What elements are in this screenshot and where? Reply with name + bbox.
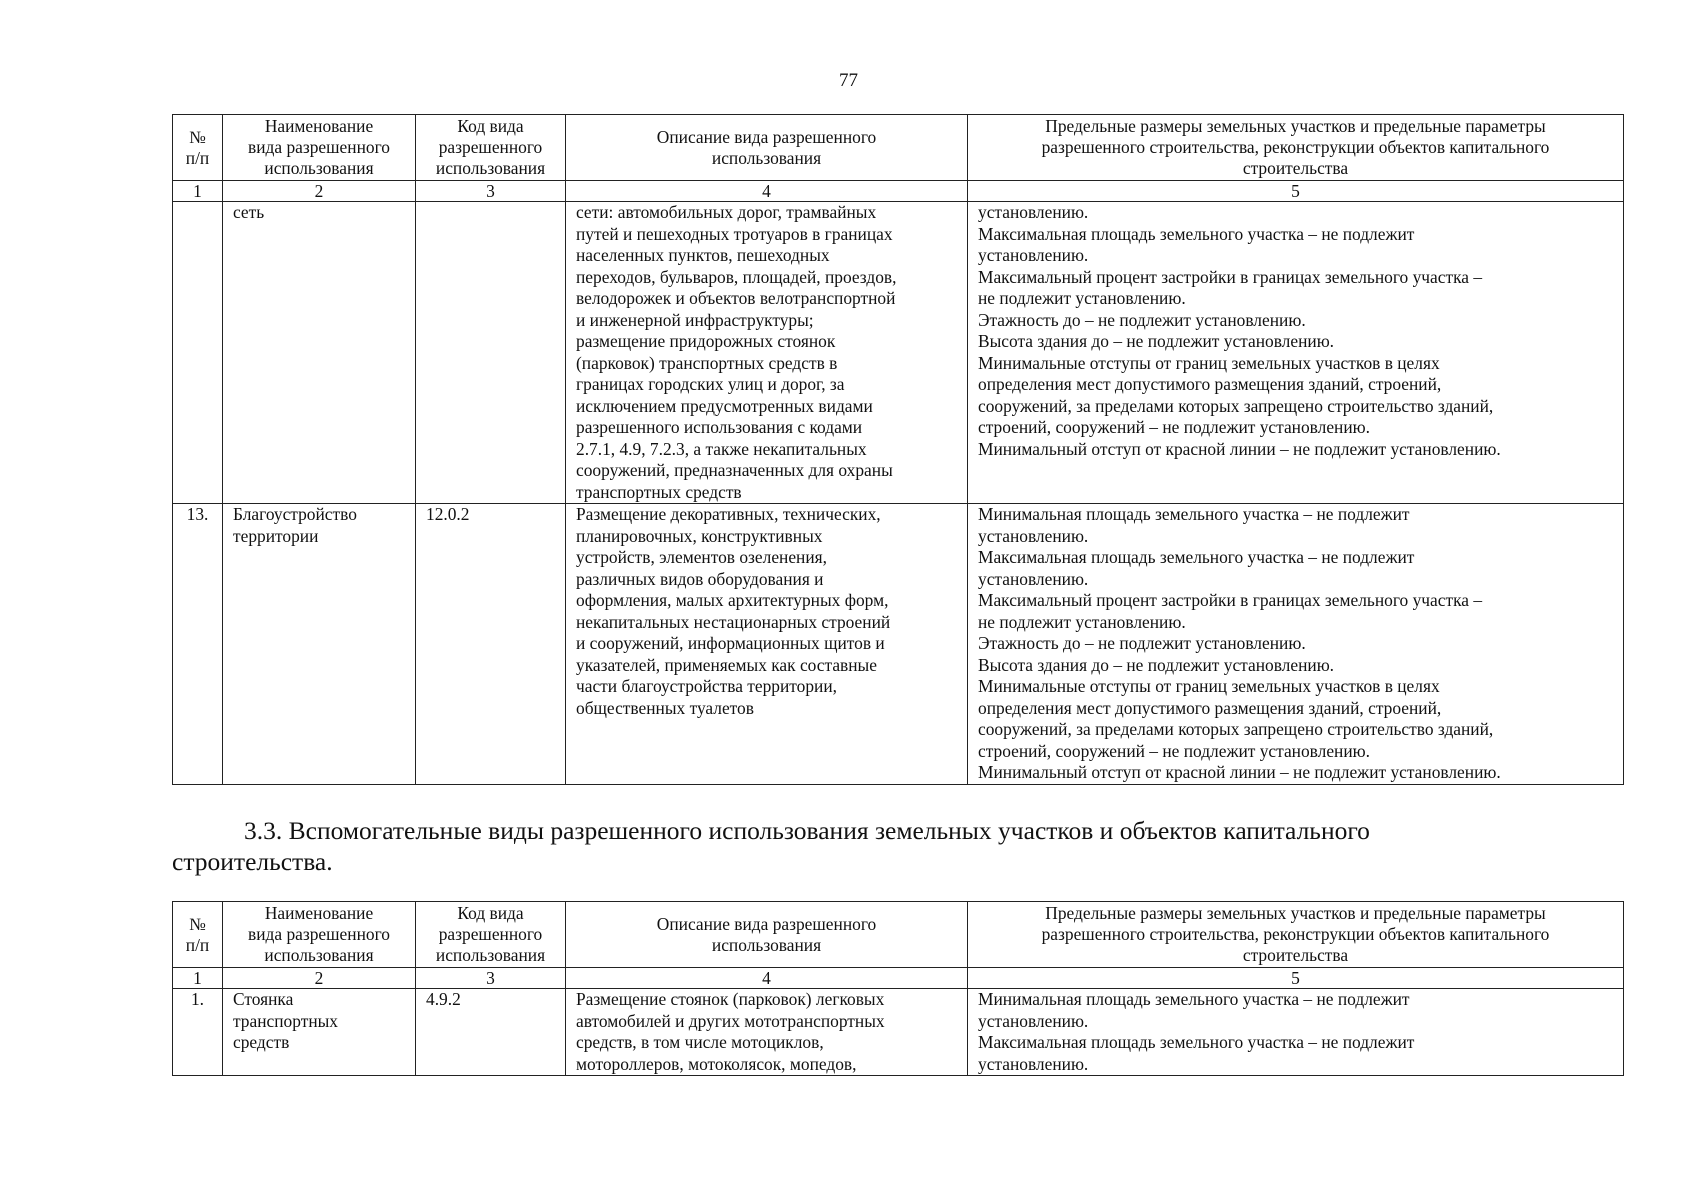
cell-text-line: (парковок) транспортных средств в — [576, 352, 838, 373]
row-use-description — [566, 989, 968, 1076]
header-use-code — [416, 902, 566, 968]
cell-text-line: сооружений, за пределами которых запрещено строительство зданий, — [978, 395, 1494, 416]
cell-text-line: строений, сооружений – не подлежит установлению. — [978, 740, 1370, 761]
table-row — [173, 202, 1624, 504]
cell-text-line: установлению. — [978, 568, 1089, 589]
land-use-table-main — [172, 114, 1624, 785]
row-use-description — [566, 504, 968, 785]
cell-text-line: Наименование — [264, 116, 374, 136]
cell-text-line: населенных пунктов, пешеходных — [576, 245, 830, 265]
row-use-code: 12.0.2 — [416, 504, 566, 785]
header-use-description — [566, 902, 968, 968]
cell-text-line: разрешенного — [438, 137, 543, 157]
column-number: 5 — [968, 181, 1624, 202]
cell-text-line: Максимальная площадь земельного участка – не подлежит — [978, 223, 1415, 244]
cell-text-line: Максимальная площадь земельного участка – не подлежит — [978, 547, 1415, 567]
row-use-description — [566, 202, 968, 504]
section-heading-text: 3.3. Вспомогательные виды разрешенного использования земельных участков и объектов капитального — [244, 816, 1370, 845]
cell-text-line: разрешенного использования с кодами — [576, 417, 863, 437]
cell-text-line: указателей, применяемых как составные — [576, 654, 877, 675]
row-limits — [968, 202, 1624, 504]
cell-text-line: Минимальный отступ от красной линии – не подлежит установлению. — [978, 438, 1501, 459]
cell-text-line: п/п — [185, 934, 210, 955]
cell-text-line: Максимальный процент застройки в границах земельного участка – — [978, 266, 1483, 287]
cell-text-line: Максимальная площадь земельного участка – не подлежит — [978, 1032, 1415, 1052]
column-number: 2 — [223, 968, 416, 989]
header-limits — [968, 902, 1624, 968]
cell-text-line: Минимальный отступ от красной линии – не подлежит установлению. — [978, 762, 1501, 782]
row-use-code — [416, 202, 566, 504]
header-number — [173, 115, 223, 181]
row-number: 1. — [173, 989, 223, 1076]
cell-text-line: установлению. — [978, 1053, 1089, 1074]
table-header-row — [173, 115, 1624, 181]
cell-text-line: вида разрешенного — [248, 137, 390, 157]
cell-text-line: планировочных, конструктивных — [576, 525, 823, 546]
cell-text-line: строительства — [1242, 945, 1349, 965]
row-number: 13. — [173, 504, 223, 785]
cell-text-line: Размещение декоративных, технических, — [576, 504, 881, 524]
header-use-description — [566, 115, 968, 181]
cell-text-line: разрешенного — [438, 924, 543, 944]
cell-text-line: № — [189, 126, 206, 147]
column-number: 1 — [173, 181, 223, 202]
cell-text-line: Высота здания до – не подлежит установлению. — [978, 654, 1335, 675]
cell-text-line: Стоянка — [233, 989, 294, 1009]
cell-text-line: использования — [711, 934, 822, 955]
table-row — [173, 989, 1624, 1076]
cell-text-line: определения мест допустимого размещения зданий, строений, — [978, 697, 1442, 718]
cell-text-line: различных видов оборудования и — [576, 568, 824, 589]
row-use-code: 4.9.2 — [416, 989, 566, 1076]
cell-text-line: разрешенного строительства, реконструкции объектов капитального — [1041, 137, 1550, 157]
row-use-name — [223, 989, 416, 1076]
column-number: 2 — [223, 181, 416, 202]
cell-text-line: путей и пешеходных тротуаров в границах — [576, 223, 893, 244]
cell-text-line: общественных туалетов — [576, 697, 754, 718]
header-use-name — [223, 115, 416, 181]
cell-text-line: Этажность до – не подлежит установлению. — [978, 309, 1306, 330]
cell-text-line: Код вида — [457, 116, 524, 136]
cell-text-line: использования — [435, 158, 546, 178]
cell-text-line: вида разрешенного — [248, 924, 390, 944]
cell-text-line: определения мест допустимого размещения зданий, строений, — [978, 374, 1442, 394]
cell-text-line: средств — [233, 1032, 290, 1052]
row-number — [173, 202, 223, 504]
row-limits — [968, 504, 1624, 785]
cell-text-line: территории — [233, 525, 319, 546]
header-use-code — [416, 115, 566, 181]
page-number: 77 — [839, 70, 858, 91]
cell-text-line: Код вида — [457, 903, 524, 923]
cell-text-line: Предельные размеры земельных участков и предельные параметры — [1045, 116, 1546, 136]
header-use-name — [223, 902, 416, 968]
cell-text-line: автомобилей и других мототранспортных — [576, 1010, 885, 1031]
cell-text-line: Описание вида разрешенного — [656, 126, 877, 147]
cell-text-line: Минимальные отступы от границ земельных участков в целях — [978, 352, 1440, 373]
column-number: 3 — [416, 181, 566, 202]
table-row — [173, 504, 1624, 785]
cell-text-line: Размещение стоянок (парковок) легковых — [576, 989, 885, 1009]
cell-text-line: Благоустройство — [233, 504, 357, 524]
column-number: 1 — [173, 968, 223, 989]
cell-text-line: Наименование — [264, 903, 374, 923]
column-number: 5 — [968, 968, 1624, 989]
cell-text-line: Минимальные отступы от границ земельных участков в целях — [978, 676, 1440, 696]
cell-text-line: № — [189, 913, 206, 934]
cell-text-line: Этажность до – не подлежит установлению. — [978, 633, 1306, 653]
cell-text-line: установлению. — [978, 245, 1089, 265]
header-number — [173, 902, 223, 968]
cell-text-line: транспортных — [233, 1010, 339, 1031]
cell-text-line: исключением предусмотренных видами — [576, 395, 873, 416]
cell-text-line: оформления, малых архитектурных форм, — [576, 590, 889, 610]
cell-text-line: и сооружений, информационных щитов и — [576, 633, 885, 653]
cell-text-line: велодорожек и объектов велотранспортной — [576, 288, 896, 308]
cell-text-line: использования — [264, 158, 374, 178]
cell-text-line: Высота здания до – не подлежит установлению. — [978, 331, 1335, 351]
cell-text-line: использования — [435, 945, 546, 965]
cell-text-line: 2.7.1, 4.9, 7.2.3, а также некапитальных — [576, 438, 867, 459]
column-number: 4 — [566, 968, 968, 989]
cell-text-line: использования — [711, 147, 822, 168]
column-number-row — [173, 968, 1624, 989]
row-use-name — [223, 504, 416, 785]
cell-text-line: транспортных средств — [576, 481, 742, 502]
cell-text-line: установлению. — [978, 202, 1089, 222]
cell-text-line: использования — [264, 945, 374, 965]
cell-text-line: мотороллеров, мотоколясок, мопедов, — [576, 1053, 857, 1074]
land-use-table-auxiliary — [172, 901, 1624, 1076]
cell-text-line: строений, сооружений – не подлежит установлению. — [978, 417, 1370, 437]
cell-text-line: сети: автомобильных дорог, трамвайных — [576, 202, 877, 222]
cell-text-line: п/п — [185, 147, 210, 168]
column-number-row — [173, 181, 1624, 202]
cell-text-line: строительства — [1242, 158, 1349, 178]
cell-text-line: сооружений, предназначенных для охраны — [576, 460, 893, 480]
cell-text-line: Минимальная площадь земельного участка – не подлежит — [978, 989, 1410, 1009]
cell-text-line: Описание вида разрешенного — [656, 913, 877, 934]
cell-text-line: части благоустройства территории, — [576, 676, 838, 696]
cell-text-line: переходов, бульваров, площадей, проездов, — [576, 266, 897, 287]
cell-text-line: установлению. — [978, 525, 1089, 546]
cell-text-line: Минимальная площадь земельного участка – не подлежит — [978, 504, 1410, 524]
cell-text-line: не подлежит установлению. — [978, 611, 1186, 632]
cell-text-line: некапитальных нестационарных строений — [576, 611, 891, 632]
cell-text-line: размещение придорожных стоянок — [576, 331, 836, 351]
header-limits — [968, 115, 1624, 181]
row-limits — [968, 989, 1624, 1076]
row-use-name — [223, 202, 416, 504]
cell-text-line: границах городских улиц и дорог, за — [576, 374, 845, 394]
cell-text-line: сеть — [233, 202, 265, 222]
cell-text-line: установлению. — [978, 1010, 1089, 1031]
section-heading-line: строительства. — [172, 847, 333, 876]
cell-text-line: сооружений, за пределами которых запрещено строительство зданий, — [978, 719, 1494, 739]
cell-text-line: Максимальный процент застройки в границах земельного участка – — [978, 590, 1483, 610]
section-heading — [172, 815, 1623, 877]
cell-text-line: устройств, элементов озеленения, — [576, 547, 828, 567]
cell-text-line: Предельные размеры земельных участков и предельные параметры — [1045, 903, 1546, 923]
column-number: 3 — [416, 968, 566, 989]
cell-text-line: не подлежит установлению. — [978, 288, 1186, 308]
cell-text-line: средств, в том числе мотоциклов, — [576, 1032, 824, 1052]
cell-text-line: разрешенного строительства, реконструкции объектов капитального — [1041, 924, 1550, 944]
column-number: 4 — [566, 181, 968, 202]
section-heading-line — [172, 815, 1623, 846]
cell-text-line: и инженерной инфраструктуры; — [576, 309, 814, 330]
table-header-row — [173, 902, 1624, 968]
